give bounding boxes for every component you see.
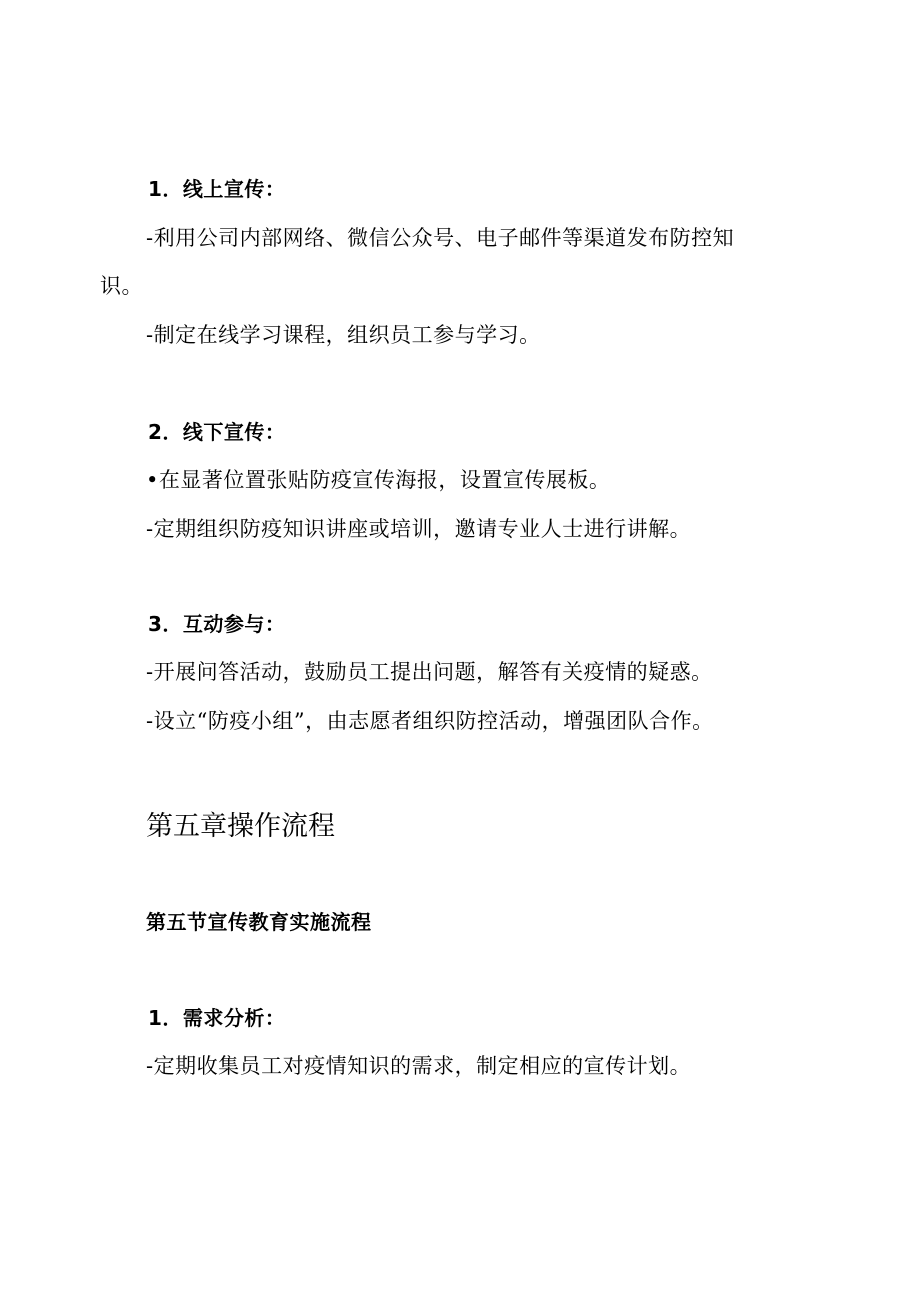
interaction-item-2: -设立“防疫小组”，由志愿者组织防控活动，增强团队合作。 (146, 709, 714, 733)
online-item-1: -利用公司内部网络、微信公众号、电子邮件等渠道发布防控知 (146, 226, 735, 250)
needs-item-1: -定期收集员工对疫情知识的需求，制定相应的宣传计划。 (146, 1054, 692, 1078)
online-item-1-continuation: 识。 (100, 274, 143, 298)
interaction-heading: 3．互动参与： (148, 612, 286, 636)
online-promotion-heading: 1．线上宣传： (148, 177, 286, 201)
section-title: 第五节宣传教育实施流程 (146, 910, 372, 934)
offline-promotion-heading: 2．线下宣传： (148, 420, 286, 444)
needs-analysis-heading: 1．需求分析： (148, 1006, 286, 1030)
offline-item-2: -定期组织防疫知识讲座或培训，邀请专业人士进行讲解。 (146, 517, 692, 541)
online-item-2: -制定在线学习课程，组织员工参与学习。 (146, 323, 541, 347)
chapter-title: 第五章操作流程 (146, 811, 335, 842)
offline-item-1: •在显著位置张贴防疫宣传海报，设置宣传展板。 (146, 468, 611, 492)
interaction-item-1: -开展问答活动，鼓励员工提出问题，解答有关疫情的疑惑。 (146, 660, 713, 684)
